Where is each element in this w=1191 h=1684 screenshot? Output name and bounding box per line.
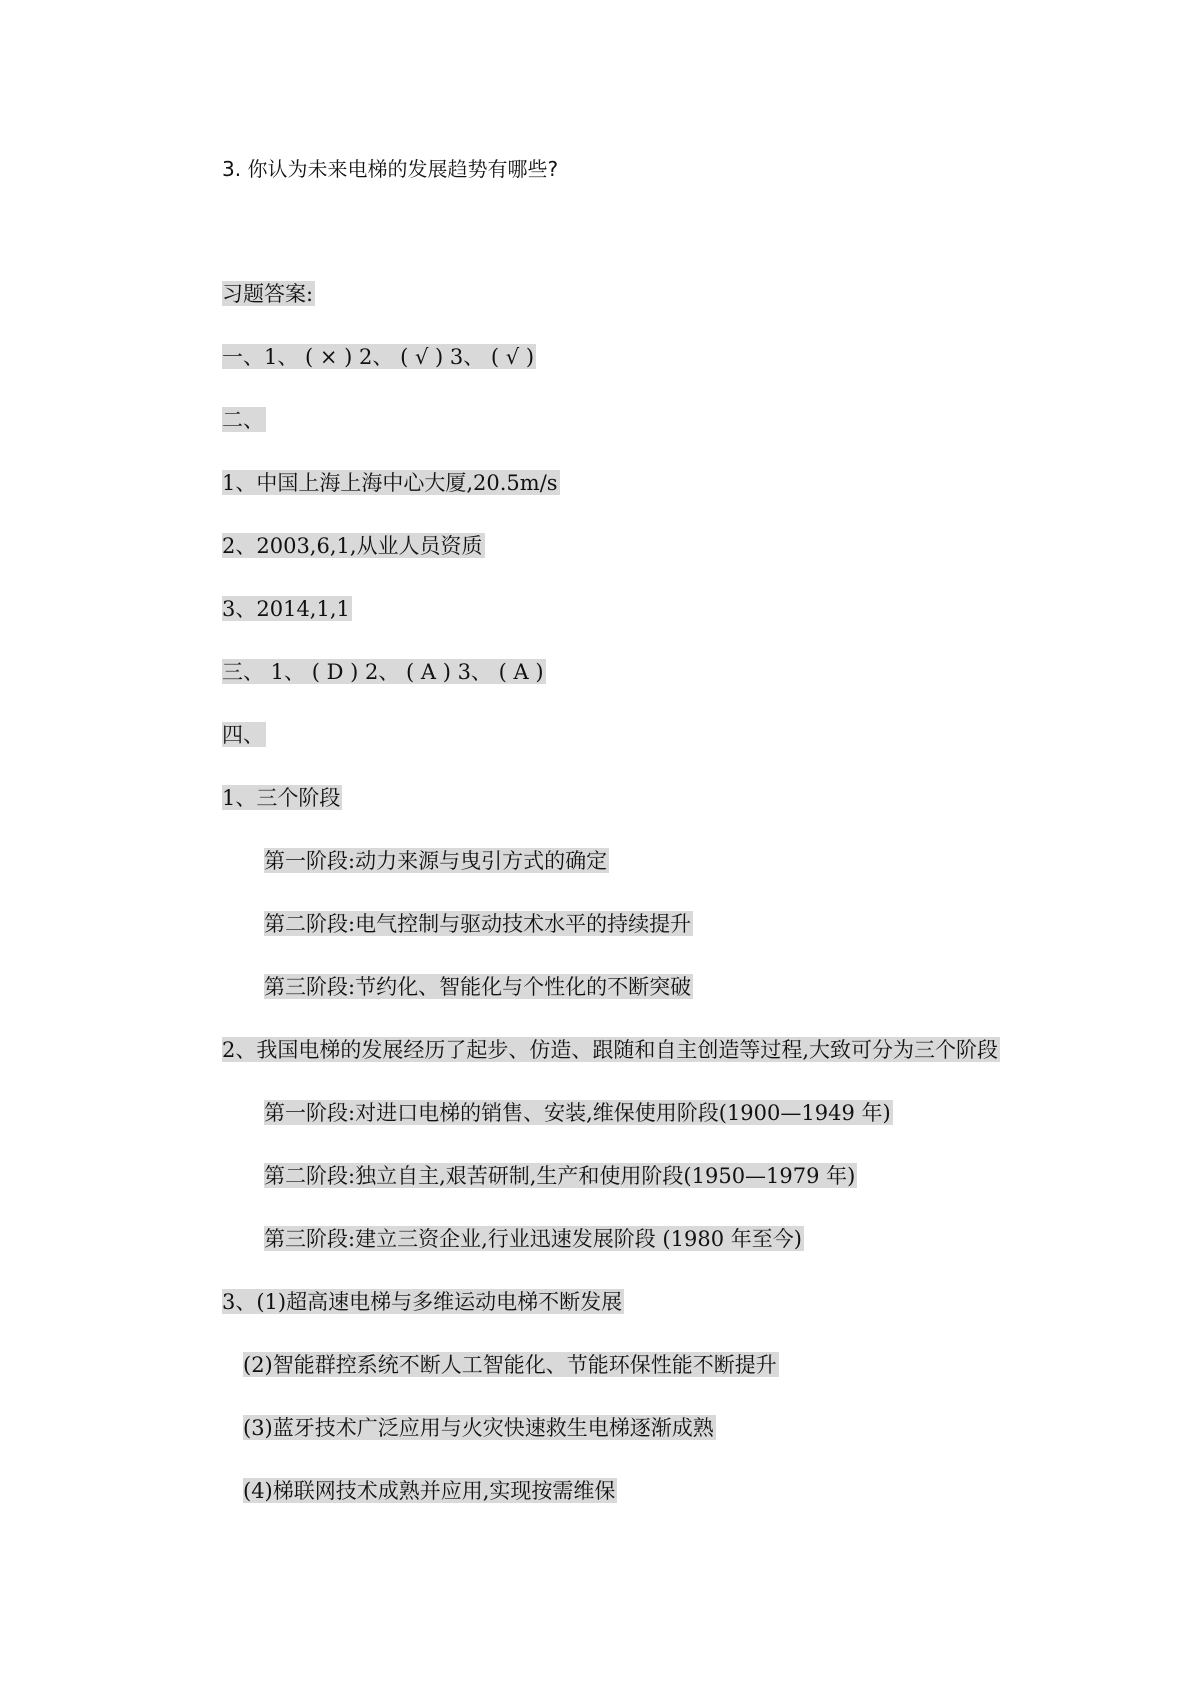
answer-3: 3、(1)超高速电梯与多维运动电梯不断发展 <box>222 1290 623 1314</box>
section-2-item: 1、中国上海上海中心大厦,20.5m/s <box>222 471 558 495</box>
answers-heading: 习题答案: <box>222 282 314 306</box>
answer-2-stage: 第三阶段:建立三资企业,行业迅速发展阶段 (1980 年至今) <box>264 1227 802 1251</box>
answer-2-stage: 第二阶段:独立自主,艰苦研制,生产和使用阶段(1950—1979 年) <box>264 1164 856 1188</box>
answer-2: 2、我国电梯的发展经历了起步、仿造、跟随和自主创造等过程,大致可分为三个阶段 <box>222 1038 999 1062</box>
question-3: 3. 你认为未来电梯的发展趋势有哪些? <box>222 157 559 181</box>
section-1-answers: 一、1、 ( × ) 2、 ( √ ) 3、 ( √ ) <box>222 345 535 369</box>
section-3-answers: 三、 1、 ( D ) 2、 ( A ) 3、 ( A ) <box>222 660 544 684</box>
answer-1: 1、三个阶段 <box>222 786 341 810</box>
answer-2-stage: 第一阶段:对进口电梯的销售、安装,维保使用阶段(1900—1949 年) <box>264 1101 891 1125</box>
answer-3-item: (4)梯联网技术成熟并应用,实现按需维保 <box>243 1479 616 1503</box>
section-4-heading: 四、 <box>222 723 264 747</box>
section-2-item: 2、2003,6,1,从业人员资质 <box>222 534 483 558</box>
section-2-heading: 二、 <box>222 408 264 432</box>
answer-1-stage: 第一阶段:动力来源与曳引方式的确定 <box>264 849 608 873</box>
answer-3-item: (2)智能群控系统不断人工智能化、节能环保性能不断提升 <box>243 1353 777 1377</box>
answer-3-item: (3)蓝牙技术广泛应用与火灾快速救生电梯逐渐成熟 <box>243 1416 714 1440</box>
answer-1-stage: 第三阶段:节约化、智能化与个性化的不断突破 <box>264 975 692 999</box>
section-2-item: 3、2014,1,1 <box>222 597 350 621</box>
answer-1-stage: 第二阶段:电气控制与驱动技术水平的持续提升 <box>264 912 692 936</box>
